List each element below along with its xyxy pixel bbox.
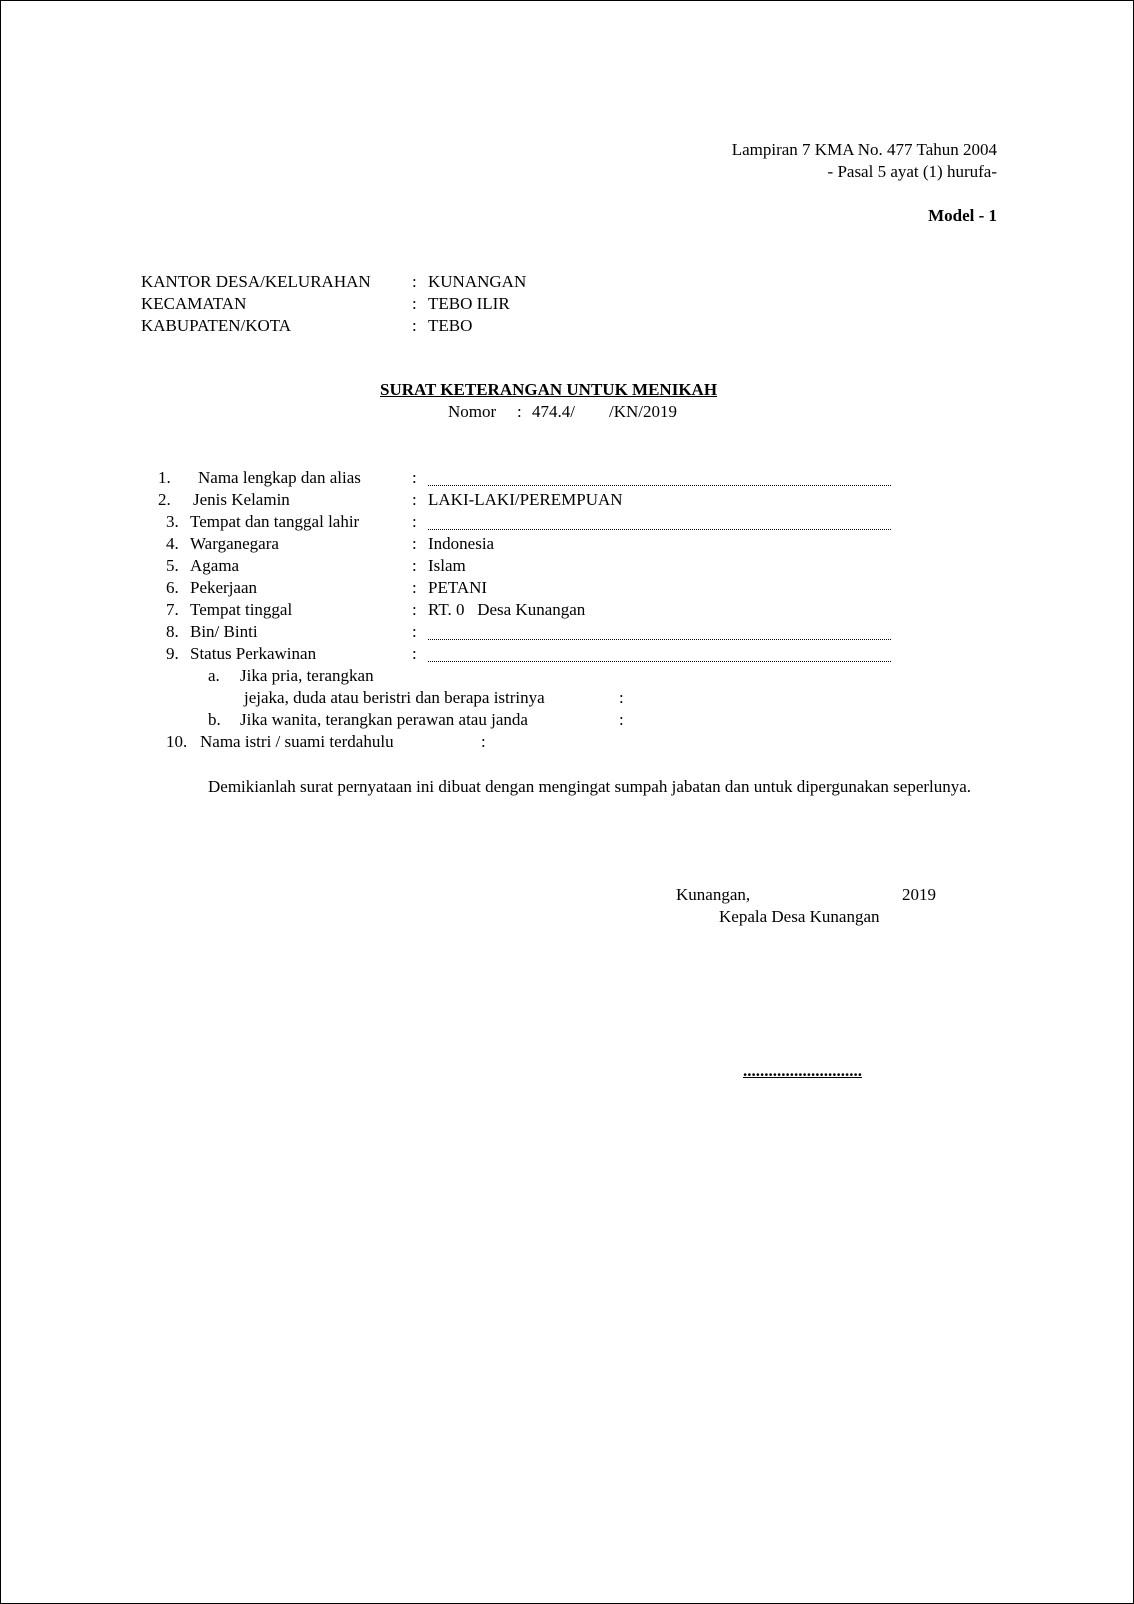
field-colon: : [412, 644, 417, 663]
field-label-birth: Tempat dan tanggal lahir [190, 512, 360, 531]
number-label: Nomor [448, 402, 497, 421]
field-number: 9. [166, 644, 179, 663]
sub-item-b-line: Jika wanita, terangkan perawan atau janda [240, 710, 528, 729]
field-colon: : [412, 534, 417, 553]
field-value-citizenship: Indonesia [428, 534, 495, 553]
field-colon: : [412, 622, 417, 641]
document-title: SURAT KETERANGAN UNTUK MENIKAH [380, 380, 718, 399]
field-blank-marital-status [428, 661, 891, 662]
field-blank-full-name [428, 485, 891, 486]
field-colon: : [412, 468, 417, 487]
field-number: 7. [166, 600, 179, 619]
field-number: 8. [166, 622, 179, 641]
number-value: 474.4/ /KN/2019 [532, 402, 677, 421]
signature-place: Kunangan, [676, 885, 751, 904]
field-label-religion: Agama [190, 556, 240, 575]
field-label-occupation: Pekerjaan [190, 578, 258, 597]
field-blank-bin-binti [428, 639, 891, 640]
field-label-residence: Tempat tinggal [190, 600, 293, 619]
signature-year: 2019 [902, 885, 936, 904]
field-value-gender: LAKI-LAKI/PEREMPUAN [428, 490, 623, 509]
field-label-full-name: Nama lengkap dan alias [198, 468, 361, 487]
field-number: 6. [166, 578, 179, 597]
field-number: 3. [166, 512, 179, 531]
office-label: KANTOR DESA/KELURAHAN [141, 272, 371, 291]
attachment-line-2: - Pasal 5 ayat (1) hurufa- [827, 162, 997, 181]
field-label-citizenship: Warganegara [190, 534, 279, 553]
field-colon: : [412, 600, 417, 619]
regency-value: TEBO [428, 316, 473, 335]
field-label-marital-status: Status Perkawinan [190, 644, 317, 663]
sub-item-a-line-2: jejaka, duda atau beristri dan berapa istrinya [244, 688, 545, 707]
field-label-gender: Jenis Kelamin [193, 490, 290, 509]
model-label: Model - 1 [928, 206, 997, 225]
office-colon: : [412, 272, 417, 291]
sub-item-letter: a. [208, 666, 220, 685]
field-colon: : [412, 512, 417, 531]
field-number: 1. [158, 468, 171, 487]
field-colon: : [412, 556, 417, 575]
field-colon: : [412, 490, 417, 509]
sub-item-b-colon: : [619, 710, 624, 729]
regency-colon: : [412, 316, 417, 335]
field-number: 10. [166, 732, 188, 751]
closing-paragraph: Demikianlah surat pernyataan ini dibuat dengan mengingat sumpah jabatan dan untuk dipergunakan seperlunya. [208, 777, 972, 796]
field-label-previous-spouse: Nama istri / suami terdahulu [200, 732, 394, 751]
field-number: 4. [166, 534, 179, 553]
number-colon: : [517, 402, 522, 421]
district-value: TEBO ILIR [428, 294, 510, 313]
sub-item-a-colon: : [619, 688, 624, 707]
sub-item-a-line-1: Jika pria, terangkan [240, 666, 374, 685]
field-value-occupation: PETANI [428, 578, 488, 597]
field-colon: : [481, 732, 486, 751]
field-number: 5. [166, 556, 179, 575]
regency-label: KABUPATEN/KOTA [141, 316, 292, 335]
field-blank-birth [428, 529, 891, 530]
field-number: 2. [158, 490, 171, 509]
field-colon: : [412, 578, 417, 597]
field-value-religion: Islam [428, 556, 466, 575]
attachment-line-1: Lampiran 7 KMA No. 477 Tahun 2004 [731, 140, 997, 159]
district-colon: : [412, 294, 417, 313]
field-label-bin-binti: Bin/ Binti [190, 622, 258, 641]
district-label: KECAMATAN [141, 294, 247, 313]
field-value-residence: RT. 0 Desa Kunangan [428, 600, 586, 619]
sub-item-letter: b. [208, 710, 221, 729]
signature-title: Kepala Desa Kunangan [719, 907, 880, 926]
signature-name-placeholder: ............................ [743, 1061, 862, 1080]
office-value: KUNANGAN [428, 272, 527, 291]
